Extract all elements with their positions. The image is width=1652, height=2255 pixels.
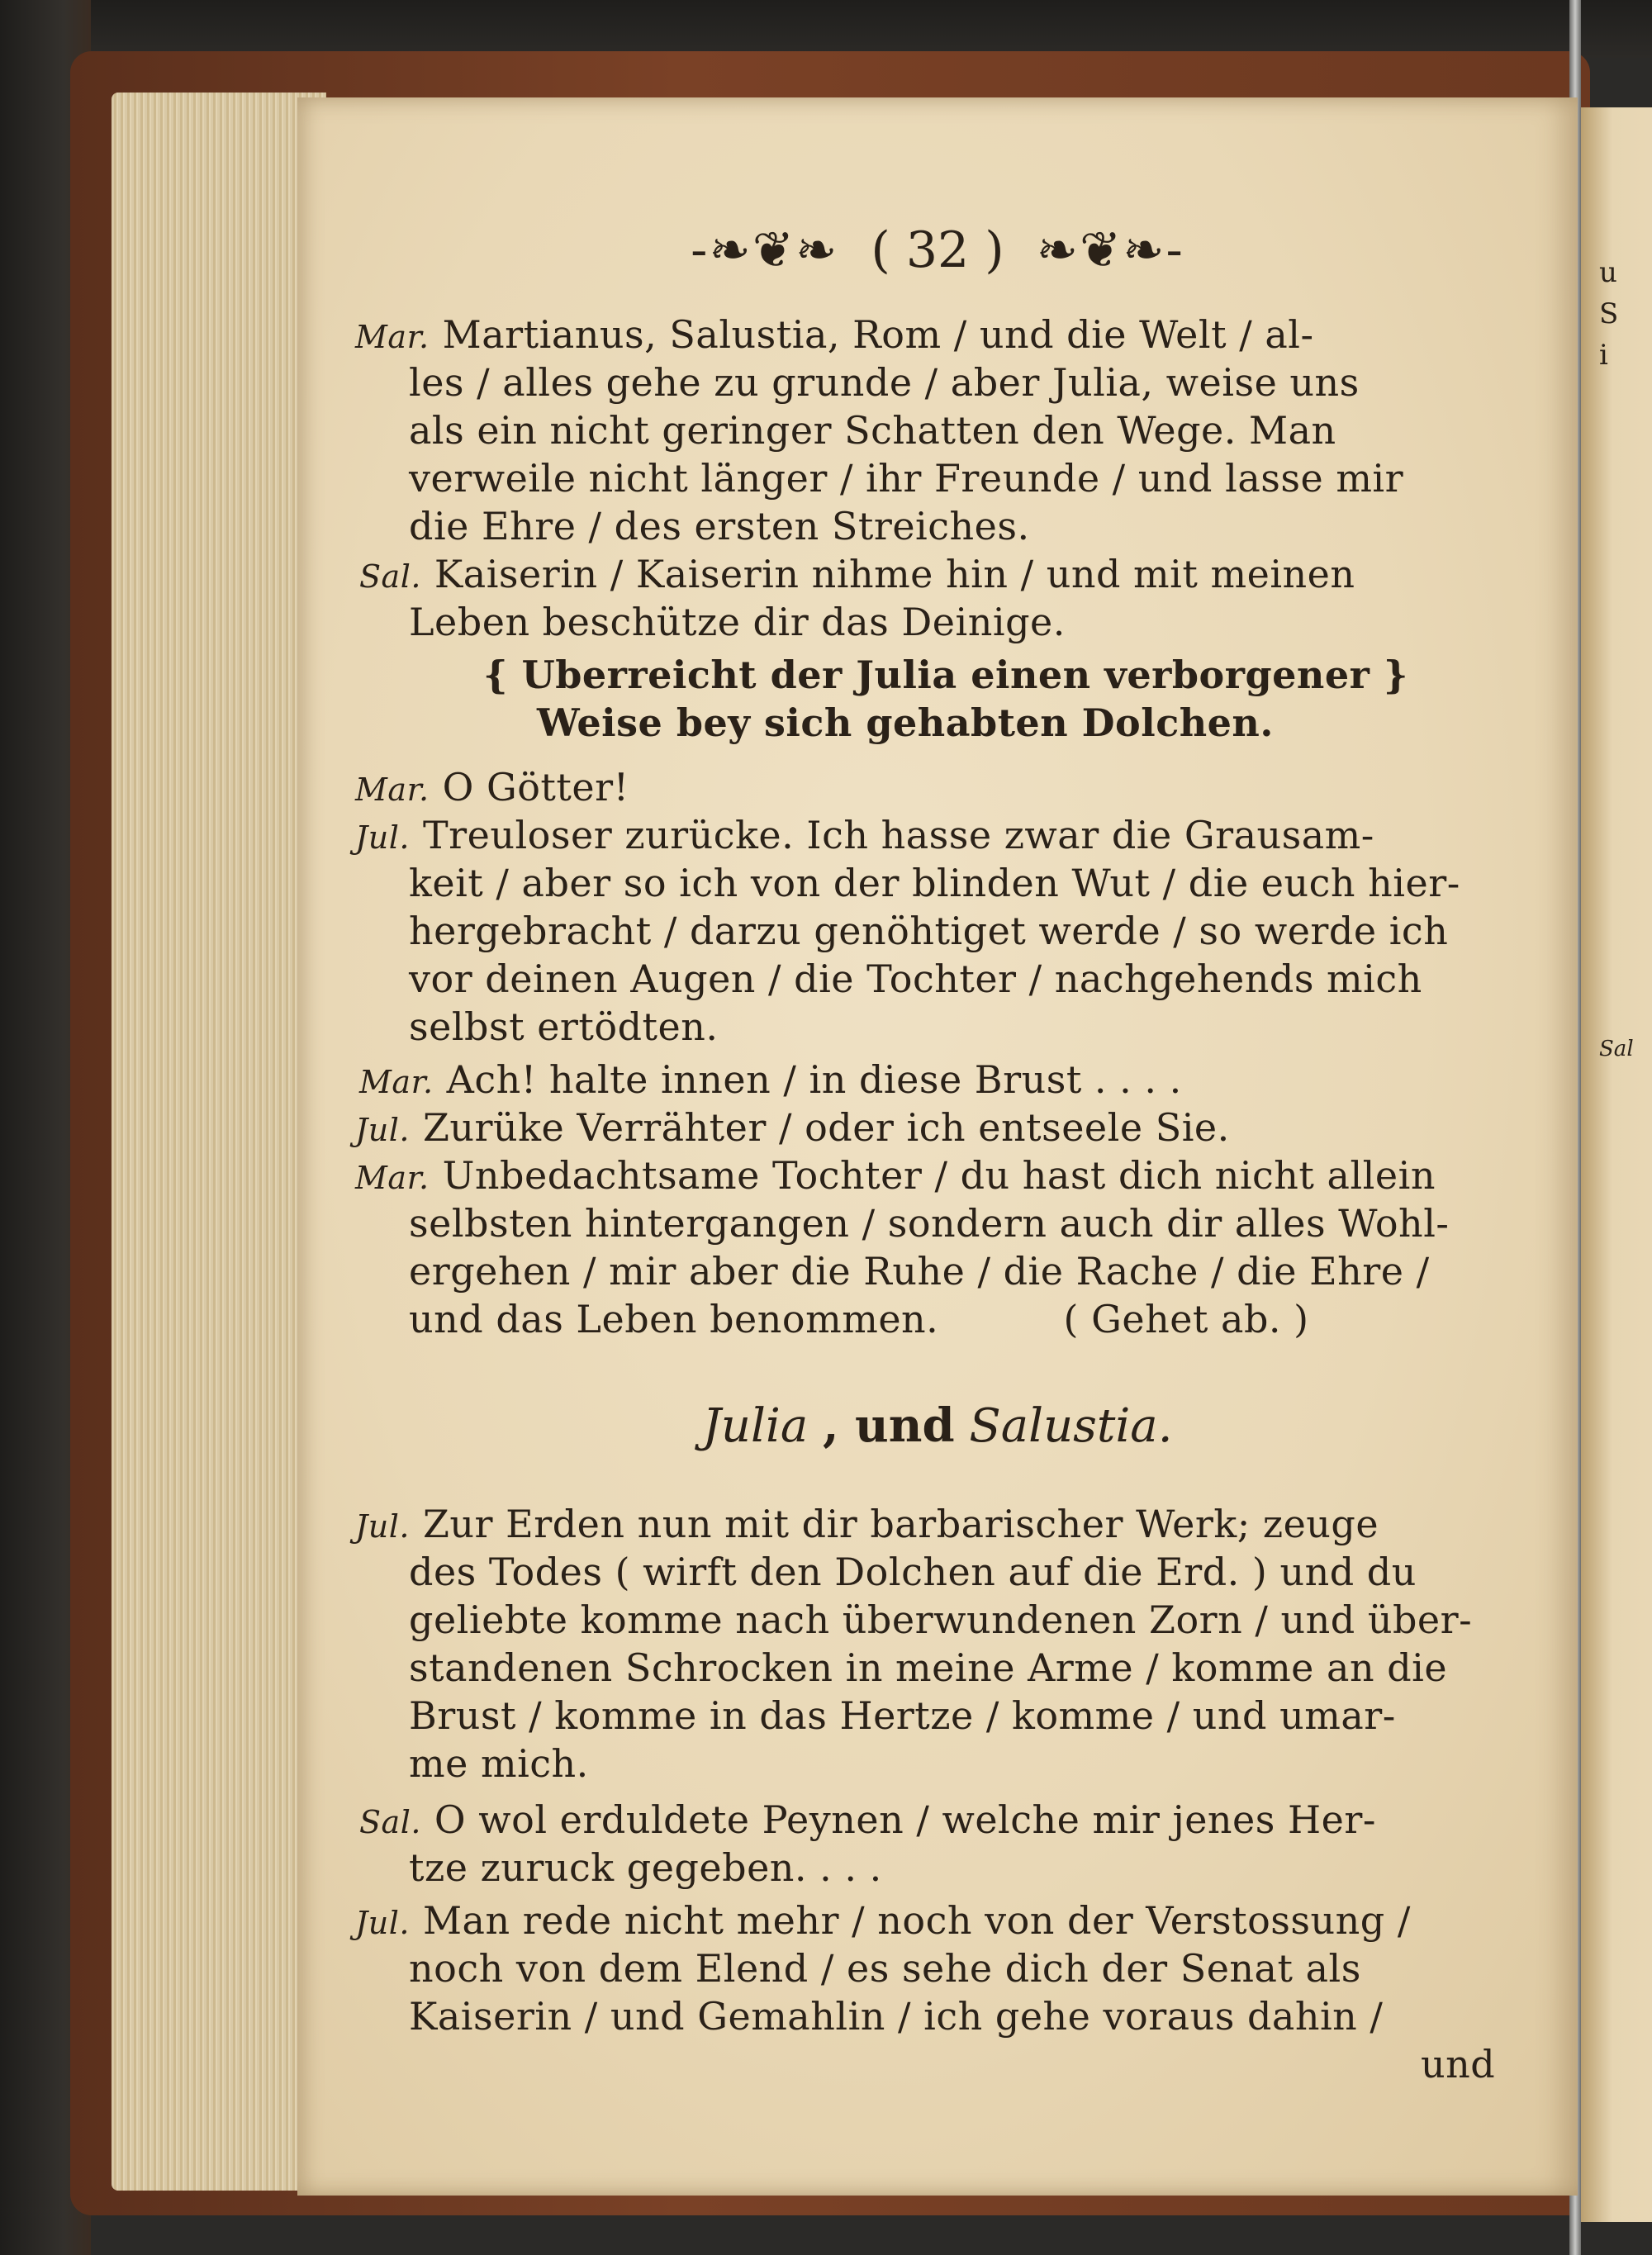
text-line: die Ehre / des ersten Streiches. [409, 504, 1030, 548]
text-line: als ein nicht geringer Schatten den Wege. Man [409, 408, 1336, 453]
text-line: les / alles gehe zu grunde / aber Julia, weise uns [409, 360, 1360, 405]
facing-page-edge [1579, 107, 1652, 2222]
text-line: Mar. Ach! halte innen / in diese Brust . . . . [359, 1057, 1182, 1102]
text-line: und das Leben benommen. ( Gehet ab. ) [409, 1297, 1309, 1341]
text-line: verweile nicht länger / ihr Freunde / und lasse mir [409, 456, 1404, 501]
text-line: Sal. Kaiserin / Kaiserin nihme hin / und mit meinen [359, 552, 1355, 596]
ornament-left-icon: -❧❦❧ [691, 221, 839, 279]
text-line: Kaiserin / und Gemahlin / ich gehe voraus dahin / [409, 1994, 1384, 2039]
text-line: Jul. Zur Erden nun mit dir barbarischer Werk; zeuge [355, 1502, 1379, 1546]
ornament-right-icon: ❧❦❧- [1036, 221, 1184, 279]
facing-page-fragment: S [1599, 297, 1619, 330]
background-leather-top [0, 0, 1652, 58]
text-line: tze zuruck gegeben. . . . [409, 1845, 882, 1890]
text-line: Jul. Man rede nicht mehr / noch von der Verstossung / [355, 1898, 1411, 1943]
page-edges [112, 93, 326, 2191]
catchword: und [1421, 2042, 1496, 2086]
stage-direction: Weise bey sich gehabten Dolchen. [537, 700, 1274, 745]
text-line: Leben beschütze dir das Deinige. [409, 600, 1066, 644]
page-text [297, 97, 1578, 2196]
text-line: me mich. [409, 1741, 589, 1786]
facing-page-fragment: u [1599, 256, 1617, 289]
text-line: Jul. Treuloser zurücke. Ich hasse zwar die Grausam- [355, 813, 1374, 857]
text-line: selbst ertödten. [409, 1004, 719, 1049]
text-line: Mar. O Götter! [355, 765, 629, 809]
text-line: Brust / komme in das Hertze / komme / und umar- [409, 1693, 1396, 1738]
text-line: Jul. Zurüke Verrähter / oder ich entseele Sie. [355, 1105, 1230, 1150]
text-line: vor deinen Augen / die Tochter / nachgehends mich [409, 957, 1422, 1001]
text-line: standenen Schrocken in meine Arme / komme an die [409, 1645, 1448, 1690]
text-line: des Todes ( wirft den Dolchen auf die Erd. ) und du [409, 1550, 1417, 1594]
facing-page-fragment: Sal [1599, 1037, 1634, 1061]
scene-heading: Julia , und Salustia. [702, 1398, 1173, 1453]
text-line: keit / aber so ich von der blinden Wut / die euch hier- [409, 861, 1460, 905]
text-line: geliebte komme nach überwundenen Zorn / und über- [409, 1597, 1473, 1642]
text-line: Mar. Martianus, Salustia, Rom / und die Welt / al- [355, 312, 1314, 357]
text-line: Sal. O wol erduldete Peynen / welche mir jenes Her- [359, 1797, 1376, 1842]
page-number: ( 32 ) [871, 221, 1004, 279]
text-line: selbsten hintergangen / sondern auch dir alles Wohl- [409, 1201, 1450, 1246]
text-line: ergehen / mir aber die Ruhe / die Rache / die Ehre / [409, 1249, 1430, 1294]
text-line: Mar. Unbedachtsame Tochter / du hast dich nicht allein [355, 1153, 1436, 1198]
book-page [297, 97, 1578, 2196]
text-line: hergebracht / darzu genöhtiget werde / so werde ich [409, 909, 1449, 953]
stage-direction: { Uberreicht der Julia einen verborgener } [483, 653, 1408, 697]
facing-page-fragment: i [1599, 339, 1608, 372]
text-line: noch von dem Elend / es sehe dich der Senat als [409, 1946, 1361, 1991]
